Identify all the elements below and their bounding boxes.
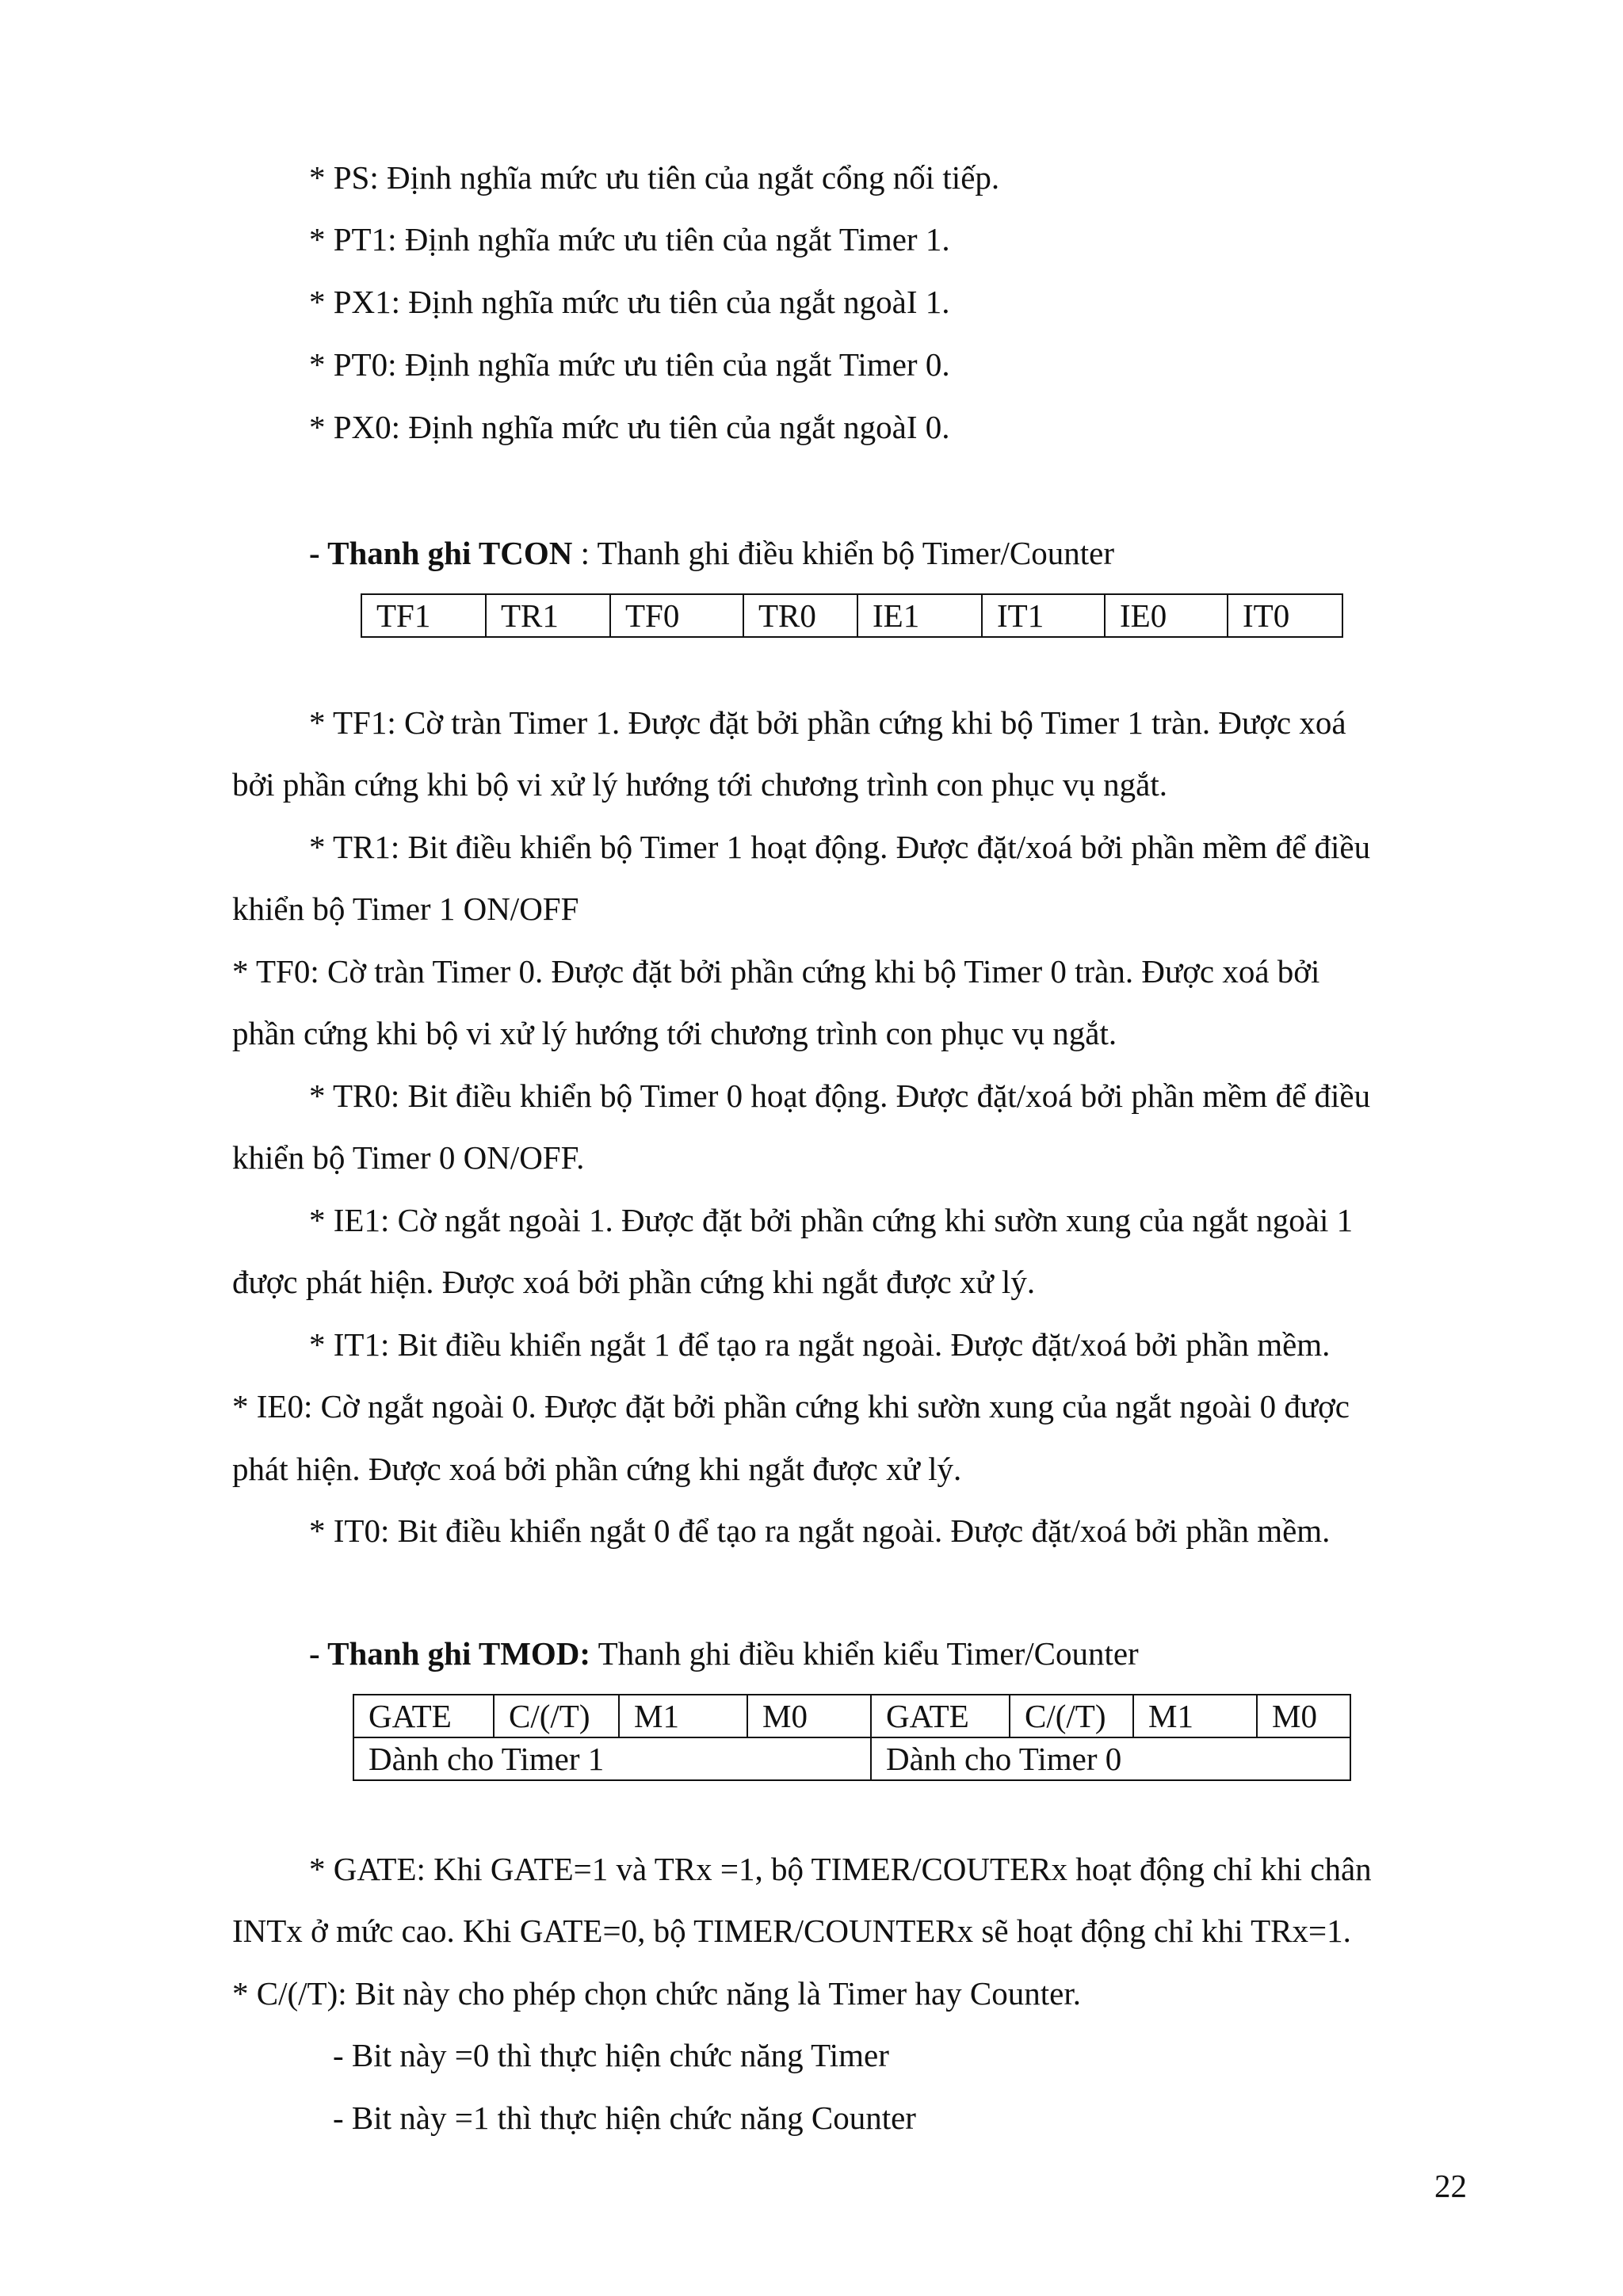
priority-item-px1: * PX1: Định nghĩa mức ưu tiên của ngắt ngoàI 1. — [309, 284, 950, 320]
priority-item-ps: * PS: Định nghĩa mức ưu tiên của ngắt cổng nối tiếp. — [309, 159, 1000, 196]
tmod-desc-line: - Bit này =0 thì thực hiện chức năng Timer — [333, 2037, 889, 2073]
tmod-group-timer0: Dành cho Timer 0 — [871, 1737, 1350, 1780]
tcon-bit-cell: TR0 — [743, 594, 857, 637]
tmod-desc-line: - Bit này =1 thì thực hiện chức năng Counter — [333, 2100, 916, 2136]
tcon-bit-cell: TF1 — [361, 594, 486, 637]
tmod-bit-cell: GATE — [353, 1695, 494, 1737]
tcon-bit-cell: IE0 — [1105, 594, 1228, 637]
tcon-desc-line: phát hiện. Được xoá bởi phần cứng khi ngắt được xử lý. — [232, 1451, 962, 1487]
tcon-desc-line: được phát hiện. Được xoá bởi phần cứng khi ngắt được xử lý. — [232, 1264, 1036, 1300]
tcon-desc-line: khiển bộ Timer 1 ON/OFF — [232, 891, 579, 927]
tcon-desc-line: * IT1: Bit điều khiển ngắt 1 để tạo ra ngắt ngoài. Được đặt/xoá bởi phần mềm. — [309, 1326, 1331, 1363]
tcon-bit-cell: IT1 — [982, 594, 1105, 637]
tcon-desc-line: * TR1: Bit điều khiển bộ Timer 1 hoạt động. Được đặt/xoá bởi phần mềm để điều — [309, 829, 1371, 865]
tcon-desc-line: * TF1: Cờ tràn Timer 1. Được đặt bởi phần cứng khi bộ Timer 1 tràn. Được xoá — [309, 704, 1346, 741]
priority-item-pt0: * PT0: Định nghĩa mức ưu tiên của ngắt Timer 0. — [309, 346, 950, 383]
tmod-bit-cell: GATE — [871, 1695, 1010, 1737]
tcon-bit-cell: TR1 — [486, 594, 610, 637]
tcon-bit-cell: IE1 — [857, 594, 982, 637]
tmod-heading-bold: - Thanh ghi TMOD: — [309, 1635, 591, 1672]
tmod-bit-cell: M0 — [747, 1695, 871, 1737]
tcon-heading-bold: - Thanh ghi TCON — [309, 535, 573, 571]
tmod-group-row — [353, 1737, 1350, 1780]
tmod-desc-line: * GATE: Khi GATE=1 và TRx =1, bộ TIMER/COUTERx hoạt động chỉ khi chân — [309, 1851, 1372, 1887]
tmod-bit-cell: M1 — [1133, 1695, 1257, 1737]
tmod-bit-cell: M0 — [1257, 1695, 1350, 1737]
tcon-desc-line: * IE1: Cờ ngắt ngoài 1. Được đặt bởi phần cứng khi sườn xung của ngắt ngoài 1 — [309, 1202, 1354, 1238]
tcon-heading-rest: : Thanh ghi điều khiển bộ Timer/Counter — [572, 535, 1115, 571]
tcon-desc-line: * IE0: Cờ ngắt ngoài 0. Được đặt bởi phần cứng khi sườn xung của ngắt ngoài 0 được — [232, 1388, 1350, 1425]
tmod-desc-line: INTx ở mức cao. Khi GATE=0, bộ TIMER/COUNTERx sẽ hoạt động chỉ khi TRx=1. — [232, 1913, 1351, 1949]
tmod-bit-cell: M1 — [619, 1695, 747, 1737]
tcon-bit-cell: TF0 — [610, 594, 743, 637]
tmod-register-table — [353, 1694, 1351, 1781]
tcon-desc-line: phần cứng khi bộ vi xử lý hướng tới chương trình con phục vụ ngắt. — [232, 1015, 1117, 1051]
tcon-desc-line: * TF0: Cờ tràn Timer 0. Được đặt bởi phần cứng khi bộ Timer 0 tràn. Được xoá bởi — [232, 953, 1320, 990]
tmod-bit-cell: C/(/T) — [494, 1695, 619, 1737]
priority-item-pt1: * PT1: Định nghĩa mức ưu tiên của ngắt Timer 1. — [309, 221, 950, 257]
tmod-desc-line: * C/(/T): Bit này cho phép chọn chức năng là Timer hay Counter. — [232, 1975, 1081, 2012]
tcon-desc-line: khiển bộ Timer 0 ON/OFF. — [232, 1139, 585, 1176]
priority-item-px0: * PX0: Định nghĩa mức ưu tiên của ngắt ngoàI 0. — [309, 409, 950, 445]
tcon-desc-line: * TR0: Bit điều khiển bộ Timer 0 hoạt động. Được đặt/xoá bởi phần mềm để điều — [309, 1077, 1371, 1114]
tcon-desc-line: bởi phần cứng khi bộ vi xử lý hướng tới chương trình con phục vụ ngắt. — [232, 766, 1167, 803]
tcon-heading — [309, 534, 1114, 572]
tmod-bits-row — [353, 1695, 1350, 1737]
tcon-desc-line: * IT0: Bit điều khiển ngắt 0 để tạo ra ngắt ngoài. Được đặt/xoá bởi phần mềm. — [309, 1512, 1331, 1549]
tmod-heading — [309, 1634, 1139, 1672]
tcon-register-table — [361, 593, 1343, 638]
page-number: 22 — [1434, 2168, 1467, 2204]
tcon-bit-cell: IT0 — [1228, 594, 1342, 637]
tmod-bit-cell: C/(/T) — [1010, 1695, 1133, 1737]
tmod-heading-rest: Thanh ghi điều khiển kiểu Timer/Counter — [590, 1635, 1139, 1672]
tcon-bits-row — [361, 594, 1342, 637]
tmod-group-timer1: Dành cho Timer 1 — [353, 1737, 871, 1780]
